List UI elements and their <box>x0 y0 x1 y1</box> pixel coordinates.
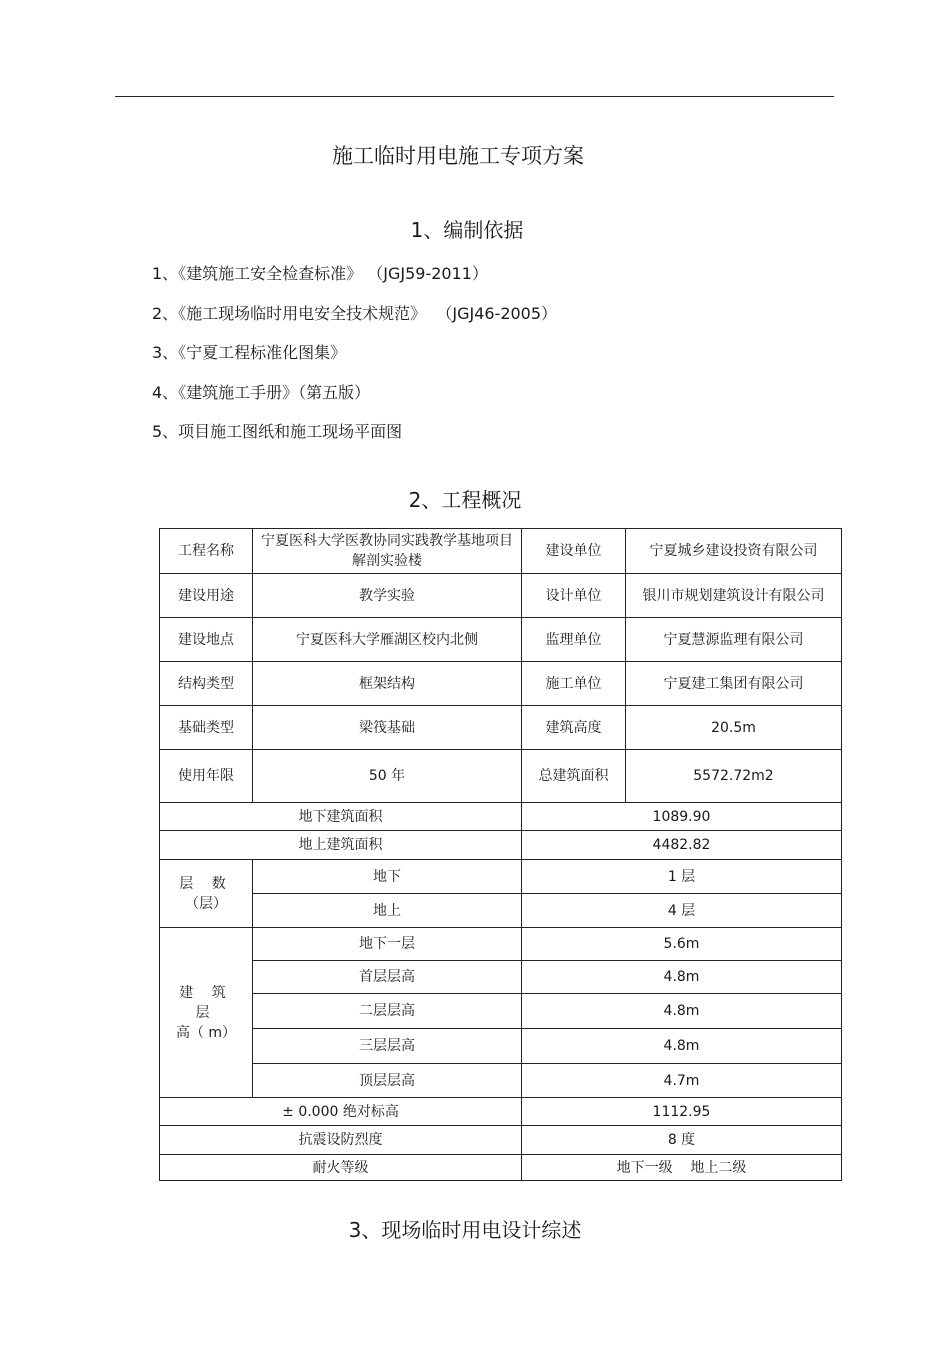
floors-label-unit: （层） <box>185 895 227 912</box>
cell-value: 教学实验 <box>253 574 522 618</box>
reference-list <box>152 262 557 460</box>
cell-value: 5572.72m2 <box>626 750 842 803</box>
reference-item: 1、《建筑施工安全检查标准》 （JGJ59-2011） <box>152 264 488 283</box>
cell-label: 建筑高度 <box>522 706 626 750</box>
cell-value: 框架结构 <box>253 662 522 706</box>
table-row <box>160 1064 842 1098</box>
cell-value: 50 年 <box>253 750 522 803</box>
table-row <box>160 529 842 574</box>
table-row <box>160 750 842 803</box>
table-row <box>160 961 842 994</box>
table-row <box>160 860 842 894</box>
section-heading-overview: 2、工程概况 <box>408 488 522 512</box>
table-row <box>160 994 842 1029</box>
section-heading-design-summary: 3、现场临时用电设计综述 <box>348 1218 582 1242</box>
table-row <box>160 1029 842 1064</box>
cell-label: 建设单位 <box>522 529 626 574</box>
cell-value: 宁夏医科大学医教协同实践教学基地项目解剖实验楼 <box>253 529 522 574</box>
cell-value: 4 层 <box>522 894 842 928</box>
cell-label: 顶层层高 <box>253 1064 522 1098</box>
cell-value: 宁夏城乡建设投资有限公司 <box>626 529 842 574</box>
cell-value: 银川市规划建筑设计有限公司 <box>626 574 842 618</box>
table-row <box>160 1155 842 1181</box>
cell-value: 1112.95 <box>522 1098 842 1126</box>
cell-value: 宁夏医科大学雁湖区校内北侧 <box>253 618 522 662</box>
cell-label: 抗震设防烈度 <box>160 1126 522 1155</box>
table-row <box>160 1098 842 1126</box>
table-row <box>160 574 842 618</box>
floors-label-line: 层 数 <box>179 875 233 892</box>
cell-label: 建设地点 <box>160 618 253 662</box>
cell-label: 地下建筑面积 <box>160 803 522 831</box>
cell-value: 5.6m <box>522 928 842 961</box>
reference-item: 2、《施工现场临时用电安全技术规范》 （JGJ46-2005） <box>152 303 558 323</box>
table-row <box>160 706 842 750</box>
cell-value: 4482.82 <box>522 831 842 860</box>
table-row <box>160 894 842 928</box>
cell-label: 地下一层 <box>253 928 522 961</box>
cell-label: 地下 <box>253 860 522 894</box>
cell-label: 二层层高 <box>253 994 522 1029</box>
section-heading-basis: 1、编制依据 <box>410 218 524 242</box>
cell-value: 4.8m <box>522 994 842 1029</box>
cell-label: 建设用途 <box>160 574 253 618</box>
cell-label: 监理单位 <box>522 618 626 662</box>
floors-group-label <box>160 860 253 928</box>
cell-label: 地上 <box>253 894 522 928</box>
cell-label: 基础类型 <box>160 706 253 750</box>
table-row <box>160 662 842 706</box>
cell-value: 8 度 <box>522 1126 842 1155</box>
table-row <box>160 831 842 860</box>
cell-value: 4.8m <box>522 1029 842 1064</box>
table-row <box>160 803 842 831</box>
cell-value: 宁夏建工集团有限公司 <box>626 662 842 706</box>
cell-value: 地下一级 地上二级 <box>522 1155 842 1181</box>
cell-value: 1 层 <box>522 860 842 894</box>
document-title: 施工临时用电施工专项方案 <box>332 144 584 168</box>
cell-label: 耐火等级 <box>160 1155 522 1181</box>
cell-label: 施工单位 <box>522 662 626 706</box>
cell-label: 三层层高 <box>253 1029 522 1064</box>
heights-label-line: 建 筑 层 <box>179 984 233 1021</box>
cell-label: 设计单位 <box>522 574 626 618</box>
cell-label: 结构类型 <box>160 662 253 706</box>
cell-label: 首层层高 <box>253 961 522 994</box>
cell-label: 使用年限 <box>160 750 253 803</box>
cell-value: 宁夏慧源监理有限公司 <box>626 618 842 662</box>
cell-value: 4.7m <box>522 1064 842 1098</box>
header-rule <box>115 96 834 97</box>
cell-label: 地上建筑面积 <box>160 831 522 860</box>
reference-item: 3、《宁夏工程标准化图集》 <box>152 343 347 362</box>
cell-value: 20.5m <box>626 706 842 750</box>
cell-label: 总建筑面积 <box>522 750 626 803</box>
cell-label: ± 0.000 绝对标高 <box>160 1098 522 1126</box>
table-row <box>160 928 842 961</box>
cell-label: 工程名称 <box>160 529 253 574</box>
project-overview-table <box>159 528 842 1181</box>
cell-value: 梁筏基础 <box>253 706 522 750</box>
heights-label-unit: 高（ m） <box>175 1024 237 1041</box>
cell-value: 4.8m <box>522 961 842 994</box>
heights-group-label <box>160 928 253 1098</box>
cell-value: 1089.90 <box>522 803 842 831</box>
table-row <box>160 1126 842 1155</box>
reference-item: 5、项目施工图纸和施工现场平面图 <box>152 422 403 441</box>
table-row <box>160 618 842 662</box>
reference-item: 4、《建筑施工手册》（第五版） <box>152 382 371 402</box>
